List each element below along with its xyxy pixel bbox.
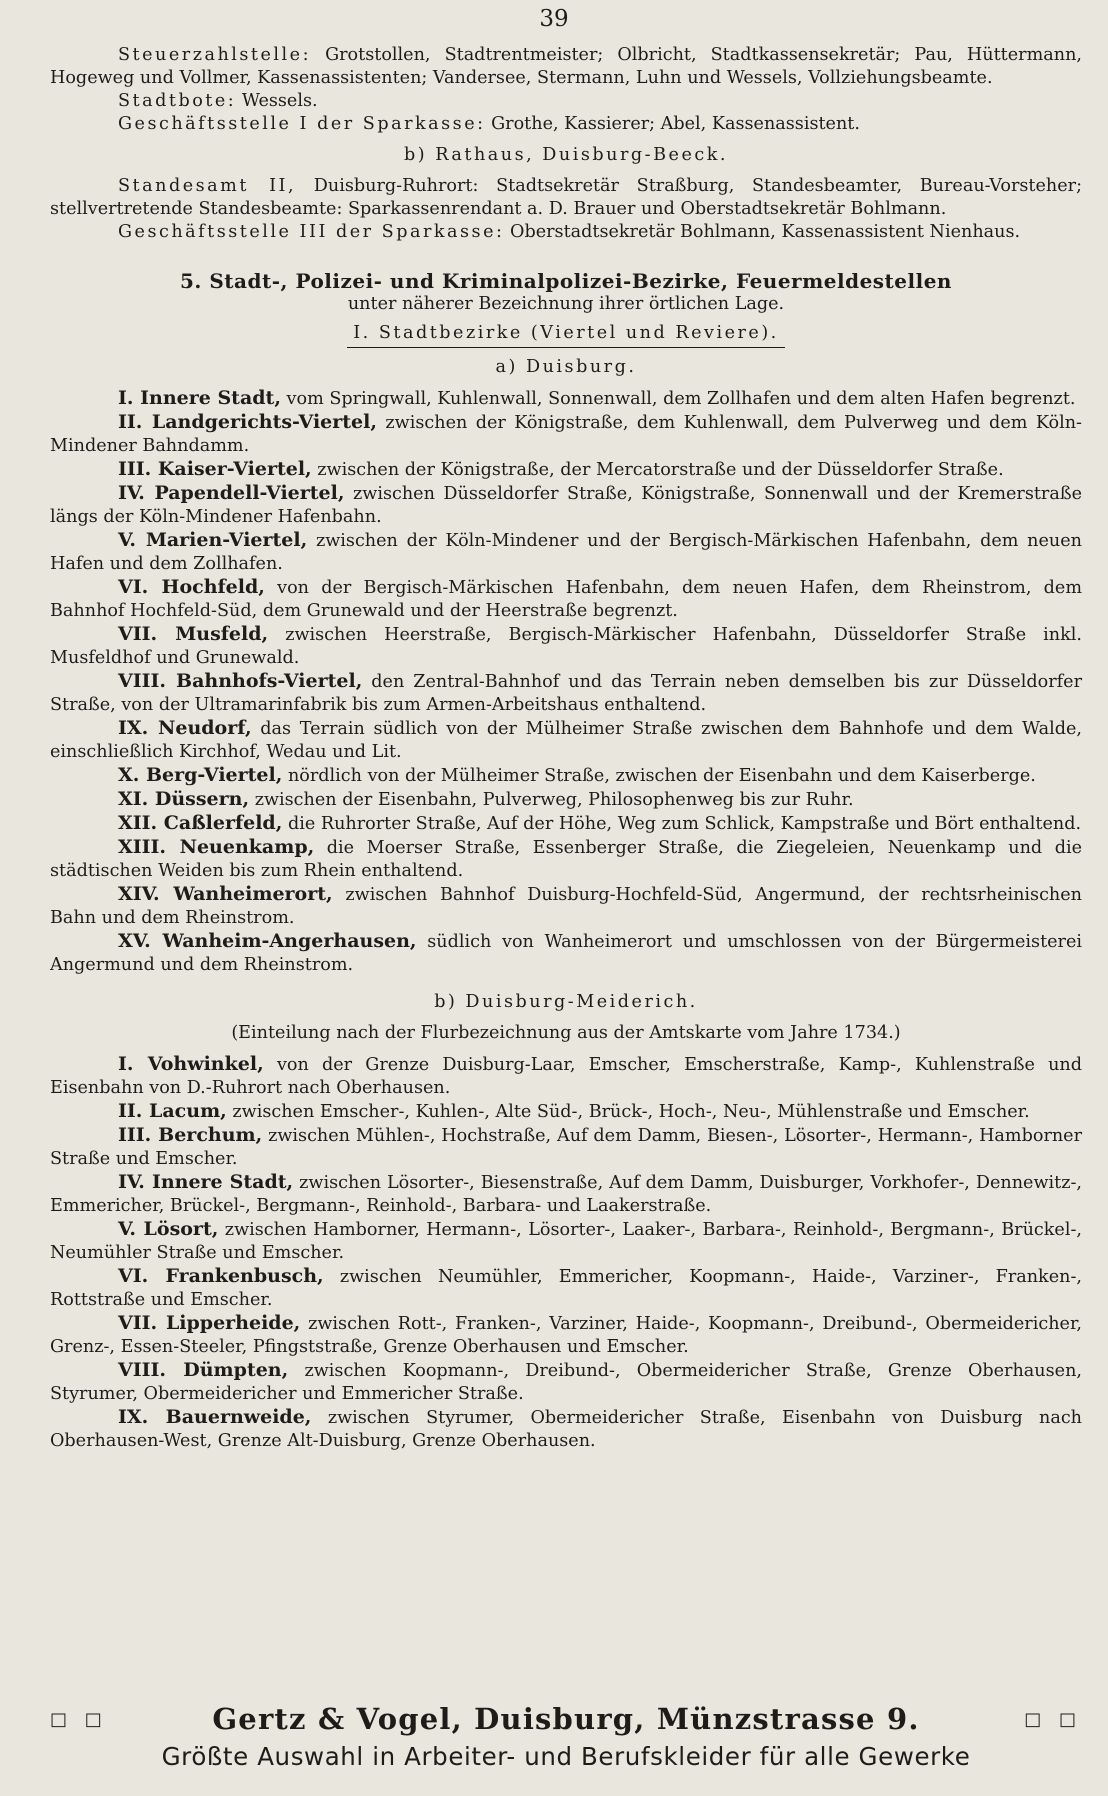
district-description: das Terrain südlich von der Mülheimer Straße zwischen dem Bahnhofe und dem Walde, einschließlich Kirchhof, Wedau und Lit. bbox=[50, 719, 1082, 762]
district-number: I. bbox=[118, 387, 134, 409]
section-title: 5. Stadt-, Polizei- und Kriminalpolizei-Bezirke, Feuermeldestellen bbox=[180, 269, 952, 293]
page-number: 39 bbox=[539, 6, 569, 32]
meiderich-heading: b) Duisburg-Meiderich. bbox=[434, 992, 698, 1012]
district-name bbox=[118, 529, 307, 551]
district-title: Landgerichts-Viertel, bbox=[151, 411, 377, 433]
meiderich-district-entry bbox=[50, 1359, 1082, 1406]
paragraph-text: Duisburg-Ruhrort: Stadtsekretär Straßburg, Standesbeamter, Bureau-Vorsteher; stellvertretende Standesbeamte: Sparkassenrendant a. D. Brauer und Oberstadtsekretär Bohlmann. bbox=[50, 176, 1082, 219]
district-title: Caßlerfeld, bbox=[163, 812, 283, 834]
duisburg-district-entry bbox=[50, 576, 1082, 623]
district-description: südlich von Wanheimerort und umschlossen von der Bürgermeisterei Angermund und dem Rheinstrom. bbox=[50, 932, 1083, 975]
district-number: III. bbox=[118, 1124, 152, 1146]
district-title: Vohwinkel, bbox=[147, 1053, 264, 1075]
district-name bbox=[118, 812, 282, 834]
district-name bbox=[118, 1218, 218, 1240]
district-title: Berchum, bbox=[158, 1124, 263, 1146]
district-description: zwischen der Königstraße, der Mercatorstraße und der Düsseldorfer Straße. bbox=[317, 460, 1004, 480]
district-name bbox=[118, 576, 265, 598]
district-title: Neuenkamp, bbox=[179, 836, 315, 858]
meiderich-district-list bbox=[50, 1053, 1082, 1453]
district-title: Lacum, bbox=[149, 1100, 227, 1122]
district-name bbox=[118, 1359, 288, 1381]
district-title: Wanheimerort, bbox=[173, 883, 333, 905]
district-name bbox=[118, 1265, 324, 1287]
district-number: XI. bbox=[118, 788, 149, 810]
district-number: III. bbox=[118, 458, 152, 480]
duisburg-district-entry bbox=[50, 930, 1082, 977]
district-description: zwischen Hamborner, Hermann-, Lösorter-, Laaker-, Barbara-, Reinhold-, Bergmann-, Brückel-, Neumühler Straße und Emscher. bbox=[50, 1220, 1082, 1263]
paragraph-label: Geschäftsstelle III der Sparkasse: bbox=[118, 222, 505, 242]
district-description: zwischen Neumühler, Emmericher, Koopmann-, Haide-, Varziner-, Franken-, Rottstraße und Emscher. bbox=[50, 1267, 1082, 1310]
district-name bbox=[118, 1053, 264, 1075]
district-title: Bahnhofs-Viertel, bbox=[176, 670, 363, 692]
district-description: zwischen der Eisenbahn, Pulverweg, Philosophenweg bis zur Ruhr. bbox=[254, 790, 854, 810]
district-name bbox=[118, 764, 282, 786]
district-title: Innere Stadt, bbox=[140, 387, 281, 409]
ad-boxes-left: □ □ bbox=[50, 1708, 108, 1730]
page-content bbox=[50, 44, 1082, 1453]
district-number: XIII. bbox=[118, 836, 167, 858]
district-number: VIII. bbox=[118, 670, 167, 692]
district-title: Düssern, bbox=[154, 788, 250, 810]
paragraph-stadtbote bbox=[50, 90, 1082, 113]
district-number: IX. bbox=[118, 717, 149, 739]
district-description: vom Springwall, Kuhlenwall, Sonnenwall, dem Zollhafen und dem alten Hafen begrenzt. bbox=[286, 389, 1076, 409]
paragraph-standesamt bbox=[50, 175, 1082, 221]
meiderich-district-entry bbox=[50, 1406, 1082, 1453]
paragraph-label: Standesamt II, bbox=[118, 176, 297, 196]
district-description: zwischen Bahnhof Duisburg-Hochfeld-Süd, Angermund, der rechtsrheinischen Bahn und dem Rheinstrom. bbox=[50, 885, 1082, 928]
district-description: die Moerser Straße, Essenberger Straße, die Ziegeleien, Neuenkamp und die städtischen Weiden bis zum Rhein enthaltend. bbox=[50, 838, 1083, 881]
duisburg-district-entry bbox=[50, 788, 1082, 812]
ad-boxes-right: □ □ bbox=[1024, 1708, 1082, 1730]
district-description: zwischen Emscher-, Kuhlen-, Alte Süd-, Brück-, Hoch-, Neu-, Mühlenstraße und Emscher. bbox=[232, 1102, 1030, 1122]
district-name bbox=[118, 623, 268, 645]
district-number: II. bbox=[118, 1100, 143, 1122]
district-number: VII. bbox=[118, 1312, 158, 1334]
district-name bbox=[118, 1171, 293, 1193]
district-name bbox=[118, 788, 249, 810]
district-description: zwischen Mühlen-, Hochstraße, Auf dem Damm, Biesen-, Lösorter-, Hermann-, Hamborner Straße und Emscher. bbox=[50, 1126, 1083, 1169]
part-title: I. Stadtbezirke (Viertel und Reviere). bbox=[347, 322, 785, 348]
district-number: VIII. bbox=[118, 1359, 167, 1381]
duisburg-district-entry bbox=[50, 883, 1082, 930]
district-title: Kaiser-Viertel, bbox=[157, 458, 312, 480]
district-number: VI. bbox=[118, 1265, 149, 1287]
district-title: Berg-Viertel, bbox=[145, 764, 283, 786]
district-description: den Zentral-Bahnhof und das Terrain neben demselben bis zur Düsseldorfer Straße, von der Ultramarinfabrik bis zum Armen-Arbeitshaus enthaltend. bbox=[50, 672, 1083, 715]
meiderich-district-entry bbox=[50, 1100, 1082, 1124]
district-number: IX. bbox=[118, 1406, 149, 1428]
district-title: Lösort, bbox=[143, 1218, 219, 1240]
rathaus-heading: b) Rathaus, Duisburg-Beeck. bbox=[404, 145, 728, 165]
district-number: V. bbox=[118, 1218, 137, 1240]
district-number: XIV. bbox=[118, 883, 160, 905]
district-number: V. bbox=[118, 529, 137, 551]
district-description: von der Bergisch-Märkischen Hafenbahn, dem neuen Hafen, dem Rheinstrom, dem Bahnhof Hochfeld-Süd, dem Grunewald und der Heerstraße begrenzt. bbox=[50, 578, 1083, 621]
section-subtitle: unter näherer Bezeichnung ihrer örtlichen Lage. bbox=[347, 294, 785, 314]
paragraph-geschaeftsstelle-1 bbox=[50, 113, 1082, 136]
duisburg-district-entry bbox=[50, 482, 1082, 529]
paragraph-label: Geschäftsstelle I der Sparkasse: bbox=[118, 114, 486, 134]
district-title: Frankenbusch, bbox=[165, 1265, 324, 1287]
paragraph-text: Wessels. bbox=[241, 91, 318, 111]
district-description: zwischen Düsseldorfer Straße, Königstraße, Sonnenwall und der Kremerstraße längs der Köln-Mindener Hafenbahn. bbox=[50, 484, 1082, 527]
district-description: von der Grenze Duisburg-Laar, Emscher, Emscherstraße, Kamp-, Kuhlenstraße und Eisenbahn von D.-Ruhrort nach Oberhausen. bbox=[50, 1055, 1082, 1098]
district-name bbox=[118, 717, 252, 739]
district-name bbox=[118, 482, 344, 504]
duisburg-district-entry bbox=[50, 764, 1082, 788]
meiderich-district-entry bbox=[50, 1312, 1082, 1359]
district-description: die Ruhrorter Straße, Auf der Höhe, Weg zum Schlick, Kampstraße und Bört enthaltend. bbox=[287, 814, 1082, 834]
meiderich-district-entry bbox=[50, 1265, 1082, 1312]
duisburg-heading: a) Duisburg. bbox=[495, 357, 637, 377]
ad-tagline: Größte Auswahl in Arbeiter- und Berufskleider für alle Gewerke bbox=[161, 1742, 971, 1771]
district-title: Wanheim-Angerhausen, bbox=[162, 930, 417, 952]
district-description: zwischen Koopmann-, Dreibund-, Obermeidericher Straße, Grenze Oberhausen, Styrumer, Obermeidericher und Emmericher Straße. bbox=[50, 1361, 1082, 1404]
duisburg-district-entry bbox=[50, 623, 1082, 670]
district-number: IV. bbox=[118, 1171, 145, 1193]
district-number: IV. bbox=[118, 482, 145, 504]
district-name bbox=[118, 458, 312, 480]
district-number: II. bbox=[118, 411, 143, 433]
district-name bbox=[118, 836, 314, 858]
paragraph-label: Steuerzahlstelle: bbox=[118, 45, 312, 65]
district-name bbox=[118, 670, 362, 692]
district-title: Innere Stadt, bbox=[151, 1171, 294, 1193]
duisburg-district-entry bbox=[50, 812, 1082, 836]
district-description: zwischen Rott-, Franken-, Varziner, Haide-, Koopmann-, Dreibund-, Obermeidericher, Grenz-, Essen-Steeler, Pfingststraße, Grenze Oberhausen und Emscher. bbox=[50, 1314, 1083, 1357]
district-title: Marien-Viertel, bbox=[145, 529, 308, 551]
duisburg-district-entry bbox=[50, 717, 1082, 764]
district-title: Lipperheide, bbox=[165, 1312, 301, 1334]
district-name bbox=[118, 1124, 262, 1146]
district-title: Bauernweide, bbox=[165, 1406, 312, 1428]
ad-headline: Gertz & Vogel, Duisburg, Münzstrasse 9. bbox=[212, 1702, 920, 1736]
duisburg-district-entry bbox=[50, 836, 1082, 883]
meiderich-district-entry bbox=[50, 1124, 1082, 1171]
meiderich-district-entry bbox=[50, 1171, 1082, 1218]
ad-headline-row bbox=[50, 1702, 1082, 1736]
advertisement bbox=[50, 1702, 1082, 1771]
duisburg-district-entry bbox=[50, 458, 1082, 482]
district-description: zwischen Styrumer, Obermeidericher Straße, Eisenbahn von Duisburg nach Oberhausen-West, Grenze Alt-Duisburg, Grenze Oberhausen. bbox=[50, 1408, 1083, 1451]
meiderich-district-entry bbox=[50, 1053, 1082, 1100]
paragraph-text: Grotstollen, Stadtrentmeister; Olbricht, Stadtkassensekretär; Pau, Hüttermann, Hogeweg und Vollmer, Kassenassistenten; Vandersee, Stermann, Luhn und Wessels, Vollziehungsbeamte. bbox=[50, 45, 1082, 88]
paragraph-text: Oberstadtsekretär Bohlmann, Kassenassistent Nienhaus. bbox=[510, 222, 1021, 242]
district-name bbox=[118, 930, 417, 952]
district-title: Papendell-Viertel, bbox=[154, 482, 345, 504]
district-description: zwischen der Königstraße, dem Kuhlenwall, dem Pulverweg und dem Köln-Mindener Bahndamm. bbox=[50, 413, 1082, 456]
duisburg-district-list bbox=[50, 387, 1082, 977]
district-number: XII. bbox=[118, 812, 158, 834]
district-number: XV. bbox=[118, 930, 151, 952]
district-name bbox=[118, 411, 377, 433]
district-title: Musfeld, bbox=[175, 623, 269, 645]
district-title: Dümpten, bbox=[183, 1359, 289, 1381]
duisburg-district-entry bbox=[50, 387, 1082, 411]
district-title: Hochfeld, bbox=[161, 576, 265, 598]
district-number: VII. bbox=[118, 623, 158, 645]
paragraph-steuerzahlstelle bbox=[50, 44, 1082, 90]
district-name bbox=[118, 883, 333, 905]
duisburg-district-entry bbox=[50, 670, 1082, 717]
district-title: Neudorf, bbox=[157, 717, 252, 739]
district-name bbox=[118, 387, 281, 409]
district-number: VI. bbox=[118, 576, 149, 598]
meiderich-district-entry bbox=[50, 1218, 1082, 1265]
district-description: zwischen Heerstraße, Bergisch-Märkischer Hafenbahn, Düsseldorfer Straße inkl. Musfeldhof und Grunewald. bbox=[50, 625, 1082, 668]
district-description: nördlich von der Mülheimer Straße, zwischen der Eisenbahn und dem Kaiserberge. bbox=[287, 766, 1036, 786]
duisburg-district-entry bbox=[50, 411, 1082, 458]
district-name bbox=[118, 1312, 300, 1334]
district-name bbox=[118, 1100, 227, 1122]
paragraph-text: Grothe, Kassierer; Abel, Kassenassistent. bbox=[491, 114, 860, 134]
part-title-wrap bbox=[50, 322, 1082, 348]
district-description: zwischen der Köln-Mindener und der Bergisch-Märkischen Hafenbahn, dem neuen Hafen und dem Zollhafen. bbox=[50, 531, 1082, 574]
paragraph-label: Stadtbote: bbox=[118, 91, 237, 111]
meiderich-note: (Einteilung nach der Flurbezeichnung aus der Amtskarte vom Jahre 1734.) bbox=[231, 1023, 901, 1043]
district-name bbox=[118, 1406, 311, 1428]
district-number: X. bbox=[118, 764, 140, 786]
paragraph-geschaeftsstelle-3 bbox=[50, 221, 1082, 244]
district-number: I. bbox=[118, 1053, 134, 1075]
duisburg-district-entry bbox=[50, 529, 1082, 576]
district-description: zwischen Lösorter-, Biesenstraße, Auf dem Damm, Duisburger, Vorkhofer-, Dennewitz-, Emmericher, Brückel-, Bergmann-, Reinhold-, Barbara- und Laakerstraße. bbox=[50, 1173, 1083, 1216]
